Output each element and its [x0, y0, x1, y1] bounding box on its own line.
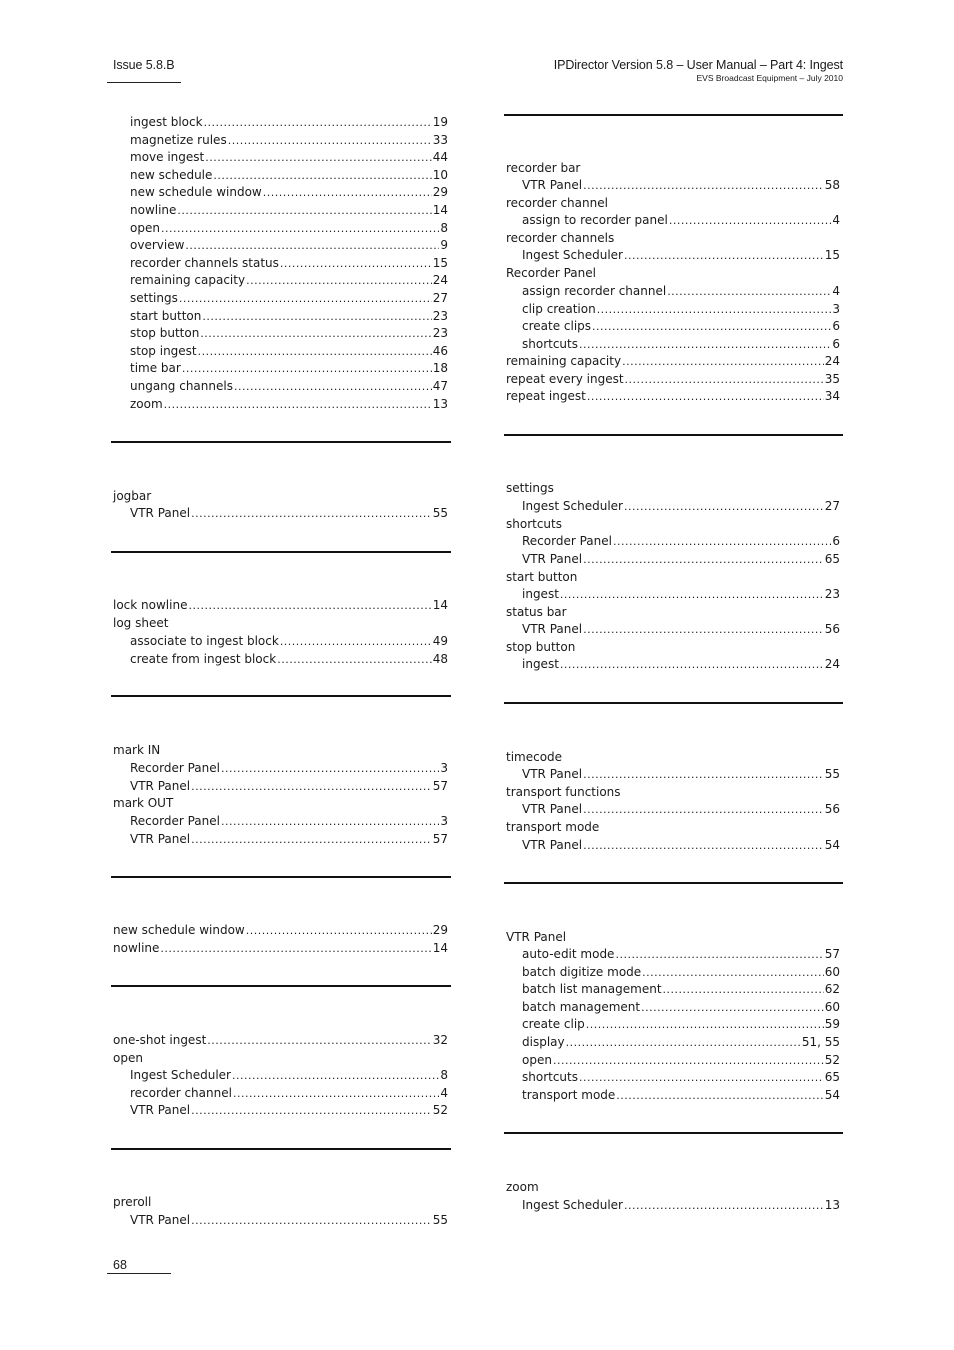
index-entry-heading: recorder channels [506, 231, 615, 245]
page-reference: 47 [432, 379, 448, 393]
index-subentry [522, 999, 840, 1017]
index-subentry [130, 114, 448, 132]
dot-leader [622, 353, 824, 371]
dot-leader [277, 651, 432, 669]
index-term: start button [130, 308, 202, 323]
section-rule-t [504, 702, 843, 704]
index-subentry [130, 778, 448, 796]
index-term: display [522, 1035, 565, 1049]
dot-leader [669, 212, 832, 230]
index-subentry [130, 651, 448, 669]
index-term: VTR Panel [522, 767, 583, 781]
index-entry-heading: recorder bar [506, 161, 581, 175]
dot-leader [597, 301, 832, 319]
index-subentry [522, 498, 840, 516]
page-reference: 9 [440, 238, 448, 253]
dot-leader [198, 343, 432, 361]
dot-leader [624, 1197, 824, 1215]
page-reference: 44 [432, 150, 448, 165]
index-term: ingest [522, 657, 559, 671]
dot-leader [560, 656, 824, 674]
dot-leader [182, 360, 432, 378]
dot-leader [613, 533, 831, 551]
page-reference: 55 [432, 1213, 448, 1227]
index-subentry [130, 184, 448, 202]
index-subentry [130, 149, 448, 167]
page-reference: 46 [432, 343, 448, 358]
index-entry-heading: start button [506, 570, 578, 584]
dot-leader [616, 1087, 823, 1105]
index-term: recorder channels status [130, 255, 279, 270]
section-rule-j [111, 441, 451, 443]
page-reference: 27 [824, 499, 840, 513]
page-reference: 3 [440, 814, 448, 828]
dot-leader [624, 247, 824, 265]
index-subentry [522, 283, 840, 301]
dot-leader [583, 551, 824, 569]
index-term: repeat ingest [506, 389, 586, 404]
index-term: VTR Panel [522, 622, 583, 636]
dot-leader [641, 999, 824, 1017]
dot-leader [625, 371, 824, 389]
dot-leader [161, 220, 439, 238]
index-term: new schedule [130, 167, 213, 182]
index-term: VTR Panel [130, 831, 191, 846]
index-subentry [522, 336, 840, 354]
index-term: create clips [522, 319, 592, 334]
dot-leader [624, 498, 824, 516]
section-rule-m [111, 695, 451, 697]
index-subentry [130, 343, 448, 361]
index-term: lock nowline [113, 598, 188, 612]
page-reference: 52 [432, 1103, 448, 1118]
page-reference: 24 [824, 657, 840, 671]
page-reference: 6 [832, 319, 840, 334]
page-reference: 62 [824, 982, 840, 997]
index-term: create from ingest block [130, 651, 277, 666]
dot-leader [553, 1052, 824, 1070]
page-reference: 14 [432, 598, 448, 612]
page-reference: 51, 55 [801, 1035, 840, 1049]
index-term: VTR Panel [522, 551, 583, 566]
dot-leader [177, 202, 431, 220]
dot-leader [191, 1102, 432, 1120]
dot-leader [191, 831, 432, 849]
index-subentry [522, 946, 840, 964]
dot-leader [202, 308, 431, 326]
index-entry-heading: status bar [506, 605, 567, 619]
index-subentry [130, 1212, 448, 1230]
index-entry-heading: open [113, 1051, 143, 1065]
index-entry [113, 922, 448, 940]
index-subentry [522, 621, 840, 639]
dot-leader [232, 1067, 439, 1085]
dot-leader [205, 149, 431, 167]
index-entry-heading: stop button [506, 640, 576, 654]
page-reference: 24 [824, 354, 840, 368]
index-term: clip creation [522, 301, 596, 316]
dot-leader [204, 114, 432, 132]
dot-leader [280, 255, 432, 273]
index-entry [506, 388, 840, 406]
section-rule-z [504, 1132, 843, 1134]
index-subentry [130, 1085, 448, 1103]
page-reference: 8 [440, 220, 448, 235]
page-reference: 65 [824, 1070, 840, 1085]
index-subentry [522, 247, 840, 265]
page-reference: 23 [824, 587, 840, 601]
page-reference: 35 [824, 371, 840, 386]
page-reference: 6 [832, 336, 840, 351]
index-term: VTR Panel [522, 802, 583, 816]
page-reference: 23 [432, 326, 448, 341]
index-subentry [522, 964, 840, 982]
index-term: ingest block [130, 115, 203, 129]
index-entry-heading: shortcuts [506, 517, 562, 531]
index-entry [113, 597, 448, 615]
index-subentry [130, 360, 448, 378]
page-reference: 34 [824, 389, 840, 404]
page-reference: 13 [824, 1198, 840, 1212]
index-term: new schedule window [130, 185, 262, 200]
page-reference: 15 [824, 248, 840, 262]
footer-underline [107, 1273, 171, 1274]
dot-leader [213, 167, 431, 185]
page-reference: 57 [432, 778, 448, 793]
index-term: zoom [130, 396, 163, 411]
page-reference: 55 [824, 767, 840, 781]
dot-leader [246, 922, 432, 940]
page-reference: 33 [432, 132, 448, 147]
page-reference: 13 [432, 396, 448, 411]
dot-leader [164, 396, 432, 414]
index-entry-heading: VTR Panel [506, 930, 567, 944]
index-subentry [130, 255, 448, 273]
index-term: remaining capacity [130, 273, 246, 288]
index-term: batch management [522, 999, 641, 1014]
dot-leader [566, 1034, 801, 1052]
page-reference: 55 [432, 506, 448, 520]
index-subentry [522, 1016, 840, 1034]
page-reference: 14 [432, 203, 448, 217]
dot-leader [667, 283, 831, 301]
page-reference: 4 [832, 284, 840, 298]
dot-leader [280, 633, 432, 651]
dot-leader [583, 837, 824, 855]
page-reference: 24 [432, 273, 448, 288]
page-reference: 10 [432, 167, 448, 182]
index-term: Recorder Panel [130, 761, 220, 775]
index-entry-heading: log sheet [113, 616, 169, 630]
dot-leader [188, 597, 431, 615]
dot-leader [185, 237, 439, 255]
index-subentry [522, 766, 840, 784]
page-reference: 32 [432, 1033, 448, 1047]
page-reference: 60 [824, 964, 840, 979]
index-subentry [522, 212, 840, 230]
index-term: associate to ingest block [130, 634, 279, 648]
index-subentry [130, 167, 448, 185]
index-term: shortcuts [522, 336, 578, 351]
index-term: VTR Panel [130, 778, 191, 793]
index-subentry [130, 237, 448, 255]
index-term: assign recorder channel [522, 284, 667, 298]
dot-leader [615, 946, 823, 964]
page-reference: 3 [440, 761, 448, 775]
index-term: VTR Panel [522, 838, 583, 852]
index-subentry [130, 132, 448, 150]
page-reference: 52 [824, 1052, 840, 1067]
index-term: auto-edit mode [522, 947, 615, 961]
index-subentry [522, 1069, 840, 1087]
index-term: stop button [130, 326, 200, 341]
dot-leader [583, 801, 824, 819]
section-rule-s [504, 434, 843, 436]
section-rule-v [504, 882, 843, 884]
section-rule-r [504, 114, 843, 116]
page-reference: 23 [432, 308, 448, 323]
page-reference: 49 [432, 634, 448, 648]
index-entry [506, 353, 840, 371]
index-subentry [130, 290, 448, 308]
index-subentry [522, 837, 840, 855]
index-term: Recorder Panel [522, 534, 612, 548]
index-subentry [522, 318, 840, 336]
index-term: VTR Panel [130, 1213, 191, 1227]
index-term: repeat every ingest [506, 371, 624, 386]
index-term: Ingest Scheduler [522, 248, 623, 262]
index-subentry [130, 378, 448, 396]
dot-leader [579, 1069, 824, 1087]
index-entry-heading: Recorder Panel [506, 266, 596, 280]
index-term: VTR Panel [130, 506, 191, 520]
index-subentry [130, 633, 448, 651]
index-subentry [130, 396, 448, 414]
index-term: recorder channel [130, 1085, 232, 1100]
index-subentry [130, 760, 448, 778]
index-subentry [130, 325, 448, 343]
index-entry-heading: transport mode [506, 820, 600, 834]
index-subentry [522, 1034, 840, 1052]
section-rule-l [111, 551, 451, 553]
page-reference: 48 [432, 651, 448, 666]
index-entry-heading: settings [506, 481, 554, 495]
index-subentry [130, 1102, 448, 1120]
index-entry-heading: mark IN [113, 743, 161, 757]
page-reference: 65 [824, 551, 840, 566]
page-reference: 58 [824, 178, 840, 192]
dot-leader [587, 388, 824, 406]
index-term: assign to recorder panel [522, 213, 668, 227]
index-subentry [130, 813, 448, 831]
page-reference: 54 [824, 838, 840, 852]
index-term: remaining capacity [506, 354, 622, 368]
dot-leader [191, 1212, 432, 1230]
index-term: Ingest Scheduler [130, 1068, 231, 1082]
dot-leader [191, 505, 432, 523]
dot-leader [233, 1085, 439, 1103]
index-subentry [130, 308, 448, 326]
document-subtitle: EVS Broadcast Equipment – July 2010 [696, 73, 843, 83]
index-term: Recorder Panel [130, 814, 220, 828]
dot-leader [583, 621, 824, 639]
index-term: new schedule window [113, 923, 245, 937]
index-subentry [522, 586, 840, 604]
index-term: one-shot ingest [113, 1033, 207, 1047]
dot-leader [560, 586, 824, 604]
index-subentry [130, 272, 448, 290]
issue-label: Issue 5.8.B [113, 58, 175, 72]
index-subentry [130, 1067, 448, 1085]
dot-leader [583, 766, 824, 784]
index-term: VTR Panel [130, 1103, 191, 1118]
page-reference: 27 [432, 291, 448, 305]
index-entry [113, 940, 448, 958]
page-reference: 3 [832, 301, 840, 316]
index-term: batch digitize mode [522, 964, 642, 979]
page-reference: 60 [824, 999, 840, 1014]
document-title: IPDirector Version 5.8 – User Manual – Part 4: Ingest [553, 58, 843, 72]
index-entry [506, 371, 840, 389]
index-subentry [130, 505, 448, 523]
index-term: VTR Panel [522, 178, 583, 192]
index-subentry [522, 301, 840, 319]
index-subentry [522, 551, 840, 569]
dot-leader [228, 132, 432, 150]
dot-leader [179, 290, 432, 308]
dot-leader [642, 964, 824, 982]
index-term: stop ingest [130, 343, 197, 358]
index-term: settings [130, 291, 178, 305]
index-entry-heading: preroll [113, 1195, 152, 1209]
page-reference: 59 [824, 1017, 840, 1032]
index-term: nowline [130, 203, 177, 217]
dot-leader [579, 336, 831, 354]
dot-leader [207, 1032, 431, 1050]
index-subentry [522, 1197, 840, 1215]
index-subentry [130, 220, 448, 238]
index-subentry [130, 202, 448, 220]
index-term: ingest [522, 587, 559, 601]
dot-leader [200, 325, 431, 343]
index-term: create clip [522, 1017, 585, 1032]
index-entry-heading: mark OUT [113, 796, 174, 810]
page-reference: 57 [432, 831, 448, 846]
page-reference: 57 [824, 947, 840, 961]
dot-leader [663, 981, 824, 999]
page-reference: 15 [432, 255, 448, 270]
index-term: magnetize rules [130, 132, 227, 147]
index-term: move ingest [130, 150, 205, 165]
index-term: batch list management [522, 982, 662, 997]
index-term: time bar [130, 361, 181, 376]
index-entry [113, 1032, 448, 1050]
dot-leader [246, 272, 432, 290]
index-entry-heading: jogbar [113, 489, 152, 503]
dot-leader [221, 760, 439, 778]
index-term: nowline [113, 940, 160, 955]
page-reference: 14 [432, 940, 448, 955]
index-term: shortcuts [522, 1070, 578, 1085]
index-term: open [130, 220, 160, 235]
page-reference: 29 [432, 185, 448, 200]
page-reference: 19 [432, 115, 448, 129]
index-entry-heading: transport functions [506, 785, 621, 799]
index-entry-heading: timecode [506, 750, 563, 764]
section-rule-o [111, 985, 451, 987]
index-subentry [130, 831, 448, 849]
index-subentry [522, 656, 840, 674]
dot-leader [263, 184, 432, 202]
page-number: 68 [113, 1258, 127, 1272]
dot-leader [586, 1016, 824, 1034]
index-term: Ingest Scheduler [522, 1198, 623, 1212]
page-reference: 54 [824, 1087, 840, 1102]
index-term: ungang channels [130, 379, 233, 393]
page-reference: 56 [824, 802, 840, 816]
dot-leader [583, 177, 824, 195]
page-reference: 6 [832, 534, 840, 548]
index-subentry [522, 177, 840, 195]
index-entry-heading: zoom [506, 1180, 539, 1194]
index-subentry [522, 981, 840, 999]
page-reference: 56 [824, 622, 840, 636]
dot-leader [592, 318, 831, 336]
page-reference: 4 [832, 213, 840, 227]
index-term: overview [130, 238, 185, 253]
index-term: Ingest Scheduler [522, 499, 623, 513]
index-subentry [522, 1087, 840, 1105]
section-rule-n [111, 876, 451, 878]
dot-leader [221, 813, 439, 831]
page-reference: 8 [440, 1068, 448, 1082]
section-rule-p [111, 1148, 451, 1150]
index-term: open [522, 1052, 552, 1067]
dot-leader [160, 940, 431, 958]
page-reference: 29 [432, 923, 448, 937]
dot-leader [191, 778, 432, 796]
index-subentry [522, 533, 840, 551]
index-subentry [522, 801, 840, 819]
index-term: transport mode [522, 1087, 616, 1102]
dot-leader [234, 378, 432, 396]
page-reference: 4 [440, 1085, 448, 1100]
page-reference: 18 [432, 361, 448, 376]
index-entry-heading: recorder channel [506, 196, 608, 210]
index-subentry [522, 1052, 840, 1070]
